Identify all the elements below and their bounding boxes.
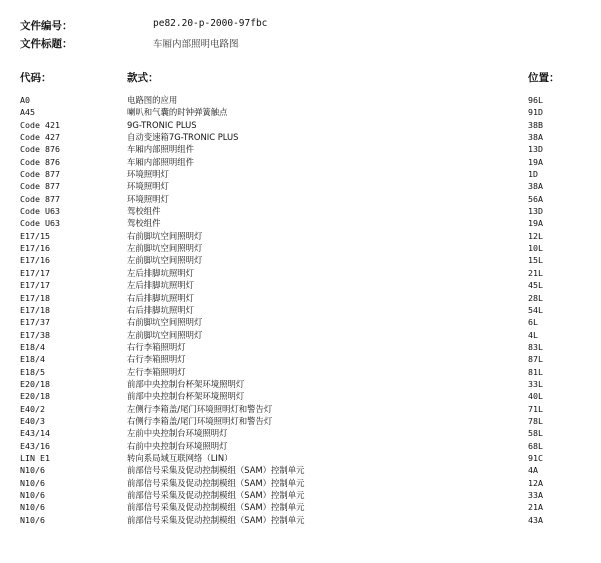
component-table <box>0 94 601 526</box>
position-cell: 19A <box>528 218 543 229</box>
code-cell: Code U63 <box>20 218 60 229</box>
position-cell: 87L <box>528 354 543 365</box>
table-row <box>0 452 601 464</box>
table-row <box>0 106 601 118</box>
code-cell: Code 427 <box>20 132 60 143</box>
position-cell: 13D <box>528 206 543 217</box>
position-cell: 96L <box>528 95 543 105</box>
code-cell: LIN E1 <box>20 452 50 463</box>
style-cell: 前部信号采集及促动控制模组（SAM）控制单元 <box>127 465 305 476</box>
style-cell: 左前脚坑空间照明灯 <box>127 329 203 340</box>
table-row <box>0 156 601 168</box>
style-cell: 左侧行李箱盖/尾门环境照明灯和警告灯 <box>127 403 273 414</box>
style-cell: 前部信号采集及促动控制模组（SAM）控制单元 <box>127 490 305 500</box>
table-row <box>0 427 601 439</box>
doc-title-label: 文件标题： <box>20 38 73 50</box>
column-header-code: 代码： <box>20 72 52 84</box>
position-cell: 38B <box>528 119 543 130</box>
style-cell: 驾校组件 <box>127 206 161 217</box>
code-cell: E17/17 <box>20 280 50 291</box>
style-cell: 左后排脚坑照明灯 <box>127 280 194 291</box>
code-cell: Code 877 <box>20 169 60 180</box>
table-row <box>0 292 601 304</box>
table-row <box>0 440 601 452</box>
position-cell: 4L <box>528 329 538 340</box>
position-cell: 68L <box>528 440 543 451</box>
position-cell: 58L <box>528 428 543 439</box>
code-cell: Code 876 <box>20 144 60 155</box>
position-cell: 4A <box>528 465 538 476</box>
position-cell: 91D <box>528 107 543 118</box>
table-row <box>0 501 601 513</box>
code-cell: Code 877 <box>20 181 60 192</box>
position-cell: 13D <box>528 144 543 155</box>
code-cell: E18/4 <box>20 341 45 352</box>
code-cell: E17/16 <box>20 255 50 266</box>
table-row <box>0 464 601 476</box>
position-cell: 6L <box>528 317 538 328</box>
position-cell: 28L <box>528 292 543 303</box>
position-cell: 54L <box>528 304 543 315</box>
code-cell: Code 876 <box>20 156 60 167</box>
table-row <box>0 353 601 365</box>
position-cell: 38A <box>528 132 543 143</box>
table-row <box>0 304 601 316</box>
table-row <box>0 217 601 229</box>
code-cell: N10/6 <box>20 514 45 525</box>
position-cell: 19A <box>528 156 543 167</box>
code-cell: N10/6 <box>20 465 45 476</box>
code-cell: E40/3 <box>20 415 45 426</box>
doc-number-label: 文件编号： <box>20 20 73 32</box>
table-row <box>0 168 601 180</box>
style-cell: 左行李箱照明灯 <box>127 366 186 377</box>
code-cell: E17/18 <box>20 292 50 303</box>
code-cell: A45 <box>20 107 35 118</box>
code-cell: E17/37 <box>20 317 50 328</box>
table-row <box>0 143 601 155</box>
position-cell: 21A <box>528 502 543 513</box>
style-cell: 前部信号采集及促动控制模组（SAM）控制单元 <box>127 502 305 513</box>
table-row <box>0 193 601 205</box>
style-cell: 左前脚坑空间照明灯 <box>127 243 203 254</box>
code-cell: E18/5 <box>20 366 45 377</box>
code-cell: E17/17 <box>20 267 50 278</box>
code-cell: A0 <box>20 95 30 105</box>
style-cell: 喇叭和气囊的时钟弹簧触点 <box>127 107 228 118</box>
style-cell: 左前中央控制台环境照明灯 <box>127 428 228 439</box>
style-cell: 前部中央控制台杯架环境照明灯 <box>127 378 245 389</box>
position-cell: 81L <box>528 366 543 377</box>
table-row <box>0 267 601 279</box>
style-cell: 环境照明灯 <box>127 181 169 192</box>
position-cell: 21L <box>528 267 543 278</box>
table-row <box>0 390 601 402</box>
position-cell: 33L <box>528 378 543 389</box>
style-cell: 前部信号采集及促动控制模组（SAM）控制单元 <box>127 477 305 488</box>
doc-number-value: pe82.20-p-2000-97fbc <box>153 18 268 29</box>
doc-title-value: 车厢内部照明电路图 <box>153 39 239 50</box>
code-cell: E43/16 <box>20 440 50 451</box>
position-cell: 71L <box>528 403 543 414</box>
table-row <box>0 378 601 390</box>
position-cell: 1D <box>528 169 538 180</box>
code-cell: Code U63 <box>20 206 60 217</box>
table-row <box>0 489 601 501</box>
table-row <box>0 403 601 415</box>
style-cell: 9G-TRONIC PLUS <box>127 119 197 130</box>
code-cell: E43/14 <box>20 428 50 439</box>
style-cell: 右侧行李箱盖/尾门环境照明灯和警告灯 <box>127 415 273 426</box>
position-cell: 45L <box>528 280 543 291</box>
code-cell: N10/6 <box>20 502 45 513</box>
table-row <box>0 514 601 526</box>
code-cell: E17/18 <box>20 304 50 315</box>
position-cell: 12A <box>528 477 543 488</box>
position-cell: 83L <box>528 341 543 352</box>
table-row <box>0 119 601 131</box>
table-row <box>0 477 601 489</box>
style-cell: 驾校组件 <box>127 218 161 229</box>
style-cell: 环境照明灯 <box>127 193 169 204</box>
table-row <box>0 415 601 427</box>
position-cell: 15L <box>528 255 543 266</box>
position-cell: 56A <box>528 193 543 204</box>
column-header-style: 款式： <box>127 72 159 84</box>
code-cell: E20/18 <box>20 378 50 389</box>
table-row <box>0 180 601 192</box>
style-cell: 环境照明灯 <box>127 169 169 180</box>
code-cell: Code 877 <box>20 193 60 204</box>
code-cell: E17/16 <box>20 243 50 254</box>
style-cell: 转向系局域互联网络（LIN） <box>127 452 233 463</box>
code-cell: E40/2 <box>20 403 45 414</box>
style-cell: 右行李箱照明灯 <box>127 341 186 352</box>
table-row <box>0 94 601 106</box>
table-row <box>0 131 601 143</box>
position-cell: 40L <box>528 391 543 402</box>
style-cell: 自动变速箱7G-TRONIC PLUS <box>127 132 239 143</box>
table-row <box>0 366 601 378</box>
style-cell: 前部中央控制台杯架环境照明灯 <box>127 391 245 402</box>
code-cell: Code 421 <box>20 119 60 130</box>
position-cell: 38A <box>528 181 543 192</box>
style-cell: 右前脚坑空间照明灯 <box>127 317 203 328</box>
style-cell: 右行李箱照明灯 <box>127 354 186 365</box>
table-row <box>0 316 601 328</box>
style-cell: 车厢内部照明组件 <box>127 144 194 155</box>
position-cell: 12L <box>528 230 543 241</box>
position-cell: 78L <box>528 415 543 426</box>
table-row <box>0 329 601 341</box>
position-cell: 33A <box>528 490 543 500</box>
table-row <box>0 205 601 217</box>
table-row <box>0 242 601 254</box>
position-cell: 43A <box>528 514 543 525</box>
style-cell: 左前脚坑空间照明灯 <box>127 255 203 266</box>
code-cell: N10/6 <box>20 490 45 500</box>
style-cell: 电路图的应用 <box>127 95 178 105</box>
code-cell: E20/18 <box>20 391 50 402</box>
code-cell: E17/15 <box>20 230 50 241</box>
table-row <box>0 341 601 353</box>
style-cell: 右前脚坑空间照明灯 <box>127 230 203 241</box>
table-row <box>0 254 601 266</box>
position-cell: 91C <box>528 452 543 463</box>
table-row <box>0 279 601 291</box>
style-cell: 左后排脚坑照明灯 <box>127 267 194 278</box>
style-cell: 右前中央控制台环境照明灯 <box>127 440 228 451</box>
style-cell: 右后排脚坑照明灯 <box>127 304 194 315</box>
table-row <box>0 230 601 242</box>
column-header-position: 位置： <box>528 72 560 84</box>
code-cell: E17/38 <box>20 329 50 340</box>
position-cell: 10L <box>528 243 543 254</box>
style-cell: 前部信号采集及促动控制模组（SAM）控制单元 <box>127 514 305 525</box>
style-cell: 右后排脚坑照明灯 <box>127 292 194 303</box>
code-cell: N10/6 <box>20 477 45 488</box>
code-cell: E18/4 <box>20 354 45 365</box>
style-cell: 车厢内部照明组件 <box>127 156 194 167</box>
